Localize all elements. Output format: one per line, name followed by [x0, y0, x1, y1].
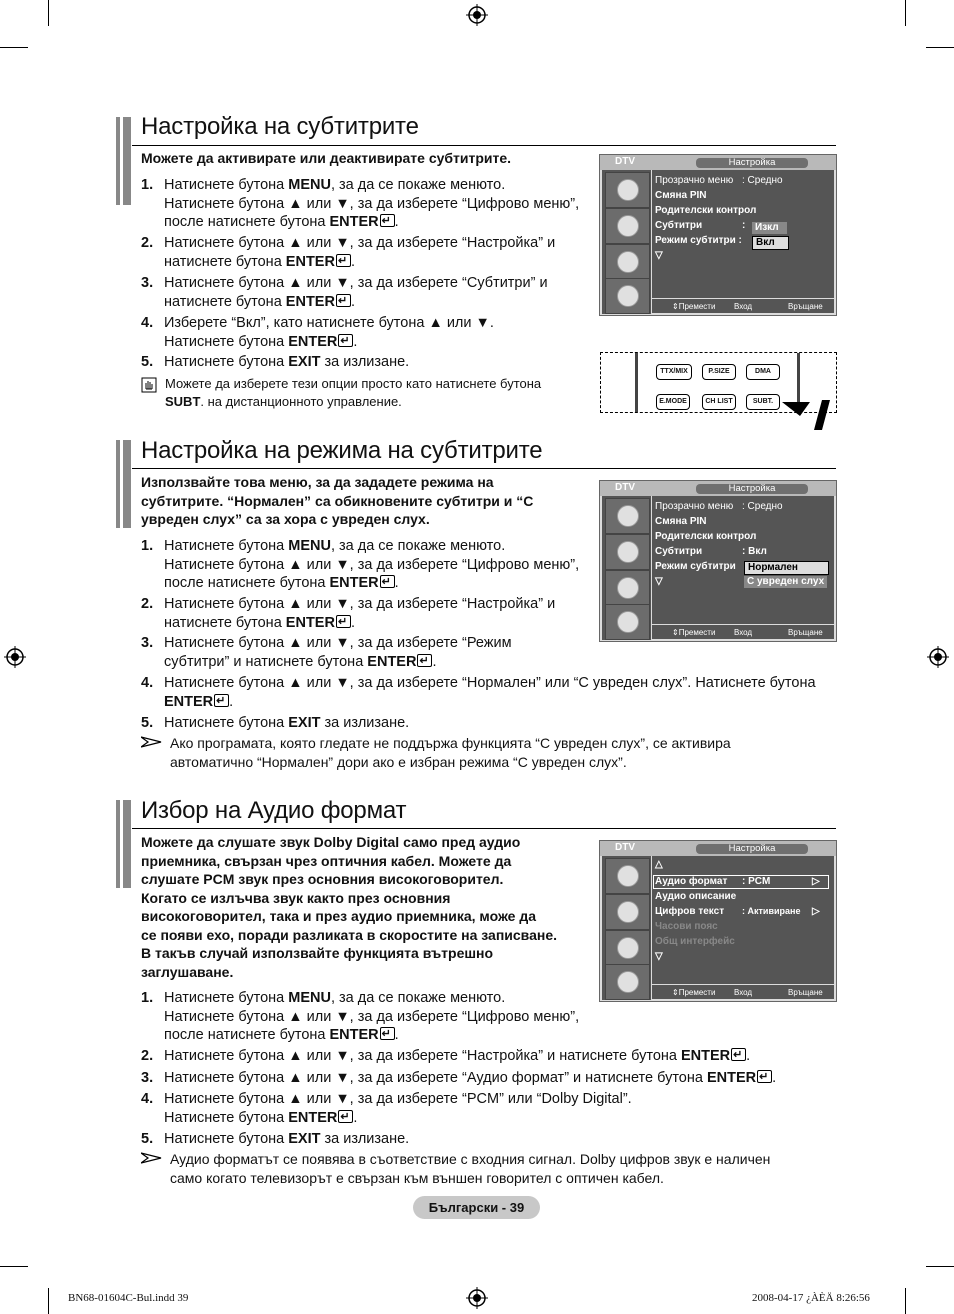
- p-size-button[interactable]: P.SIZE: [702, 364, 736, 380]
- menu-title: Настройка: [696, 844, 808, 854]
- input-icon: [617, 611, 639, 633]
- enter-icon: [757, 1070, 772, 1083]
- input-icon: [617, 971, 639, 993]
- enter-icon: [336, 294, 351, 307]
- registration-mark-icon: [466, 4, 488, 26]
- sound-icon: [617, 215, 639, 237]
- crop-mark: [0, 1266, 28, 1267]
- picture-icon: [617, 505, 639, 527]
- sound-icon: [617, 901, 639, 923]
- crop-mark: [926, 47, 954, 48]
- enter-icon: [417, 654, 432, 667]
- enter-icon: [214, 694, 229, 707]
- picture-icon: [617, 865, 639, 887]
- crop-mark: [48, 0, 49, 26]
- option-hard-of-hearing[interactable]: С увреден слух: [744, 576, 827, 588]
- section-title: Избор на Аудио формат: [141, 797, 407, 824]
- hand-note-icon: [141, 377, 157, 393]
- option-normal[interactable]: Нормален: [744, 561, 829, 575]
- section-rule: [132, 828, 836, 829]
- section-title: Настройка на субтитрите: [141, 113, 419, 140]
- crop-mark: [48, 1288, 49, 1314]
- enter-icon: [336, 254, 351, 267]
- arrow-note-icon: [141, 735, 163, 749]
- menu-title: Настройка: [696, 158, 808, 168]
- setup-gear-icon: [617, 577, 639, 599]
- file-info: BN68-01604C-Bul.indd 39: [68, 1292, 189, 1304]
- page-number-badge: Български - 39: [413, 1196, 540, 1219]
- print-date: 2008-04-17 ¿ÀÈÄ 8:26:56: [752, 1292, 870, 1304]
- e-mode-button[interactable]: E.MODE: [656, 394, 690, 410]
- menu-title: Настройка: [696, 484, 808, 494]
- ch-list-button[interactable]: CH LIST: [702, 394, 736, 410]
- pointer-arrow-icon: [782, 398, 834, 432]
- registration-mark-icon: [466, 1287, 488, 1309]
- registration-mark-icon: [4, 646, 26, 668]
- section-bar: [116, 440, 131, 528]
- osd-menu-audio-format: DTV Настройка △ Аудио формат : PCM ▷ Аудио описание Цифров текст : Активиране ▷ Часови пояс Общ интерфейс ▽ ⇕Премести Вход Връщане: [599, 840, 837, 1002]
- registration-mark-icon: [927, 646, 949, 668]
- enter-icon: [336, 615, 351, 628]
- enter-icon: [380, 575, 395, 588]
- section-rule: [132, 468, 836, 469]
- option-on[interactable]: Вкл: [752, 236, 789, 250]
- crop-mark: [905, 0, 906, 26]
- section-rule: [132, 145, 836, 146]
- ttx-mix-button[interactable]: TTX/MIX: [656, 364, 692, 380]
- section-intro: Можете да активирате или деактивирате субтитрите.: [141, 150, 512, 166]
- dma-button[interactable]: DMA: [746, 364, 780, 380]
- setup-gear-icon: [617, 937, 639, 959]
- section-intro: Можете да слушате звук Dolby Digital само пред аудио приемника, свързан чрез оптичния кабел. Можете да слушате PCM звук през основния високоговорител. Когато се излъчва звук както през основния високоговорител, така и през аудио приемника, може да се появи ехо, поради разликата в скоростите на записване. В такъв случай използвайте функцията вътрешно заглушаване.: [141, 834, 558, 980]
- enter-icon: [731, 1048, 746, 1061]
- crop-mark: [0, 47, 28, 48]
- picture-icon: [617, 179, 639, 201]
- osd-menu-subtitles: DTV Настройка Прозрачно меню : Средно Смяна PIN Родителски контрол Субтитри : Режим субтитри : ▽ Изкл Вкл ⇕Премести Вход Връщане: [599, 154, 837, 316]
- enter-icon: [338, 1110, 353, 1123]
- input-icon: [617, 285, 639, 307]
- subt-button[interactable]: SUBT.: [746, 394, 780, 410]
- option-off[interactable]: Изкл: [752, 222, 787, 234]
- section-title: Настройка на режима на субтитрите: [141, 437, 543, 464]
- enter-icon: [380, 214, 395, 227]
- enter-icon: [338, 334, 353, 347]
- crop-mark: [905, 1288, 906, 1314]
- arrow-note-icon: [141, 1151, 163, 1165]
- section-intro: Използвайте това меню, за да зададете режима на субтитрите. “Нормален” са обикновените субтитри и “С увреден слух” са за хора с увреден слух.: [141, 474, 534, 527]
- section-bar: [116, 800, 131, 888]
- sound-icon: [617, 541, 639, 563]
- osd-menu-subtitle-mode: DTV Настройка Прозрачно меню : Средно Смяна PIN Родителски контрол Субтитри : Вкл Режим субтитри ▽ Нормален С увреден слух ⇕Премести Вход Връщане: [599, 480, 837, 642]
- enter-icon: [380, 1027, 395, 1040]
- setup-gear-icon: [617, 251, 639, 273]
- crop-mark: [926, 1266, 954, 1267]
- section-bar: [116, 117, 131, 205]
